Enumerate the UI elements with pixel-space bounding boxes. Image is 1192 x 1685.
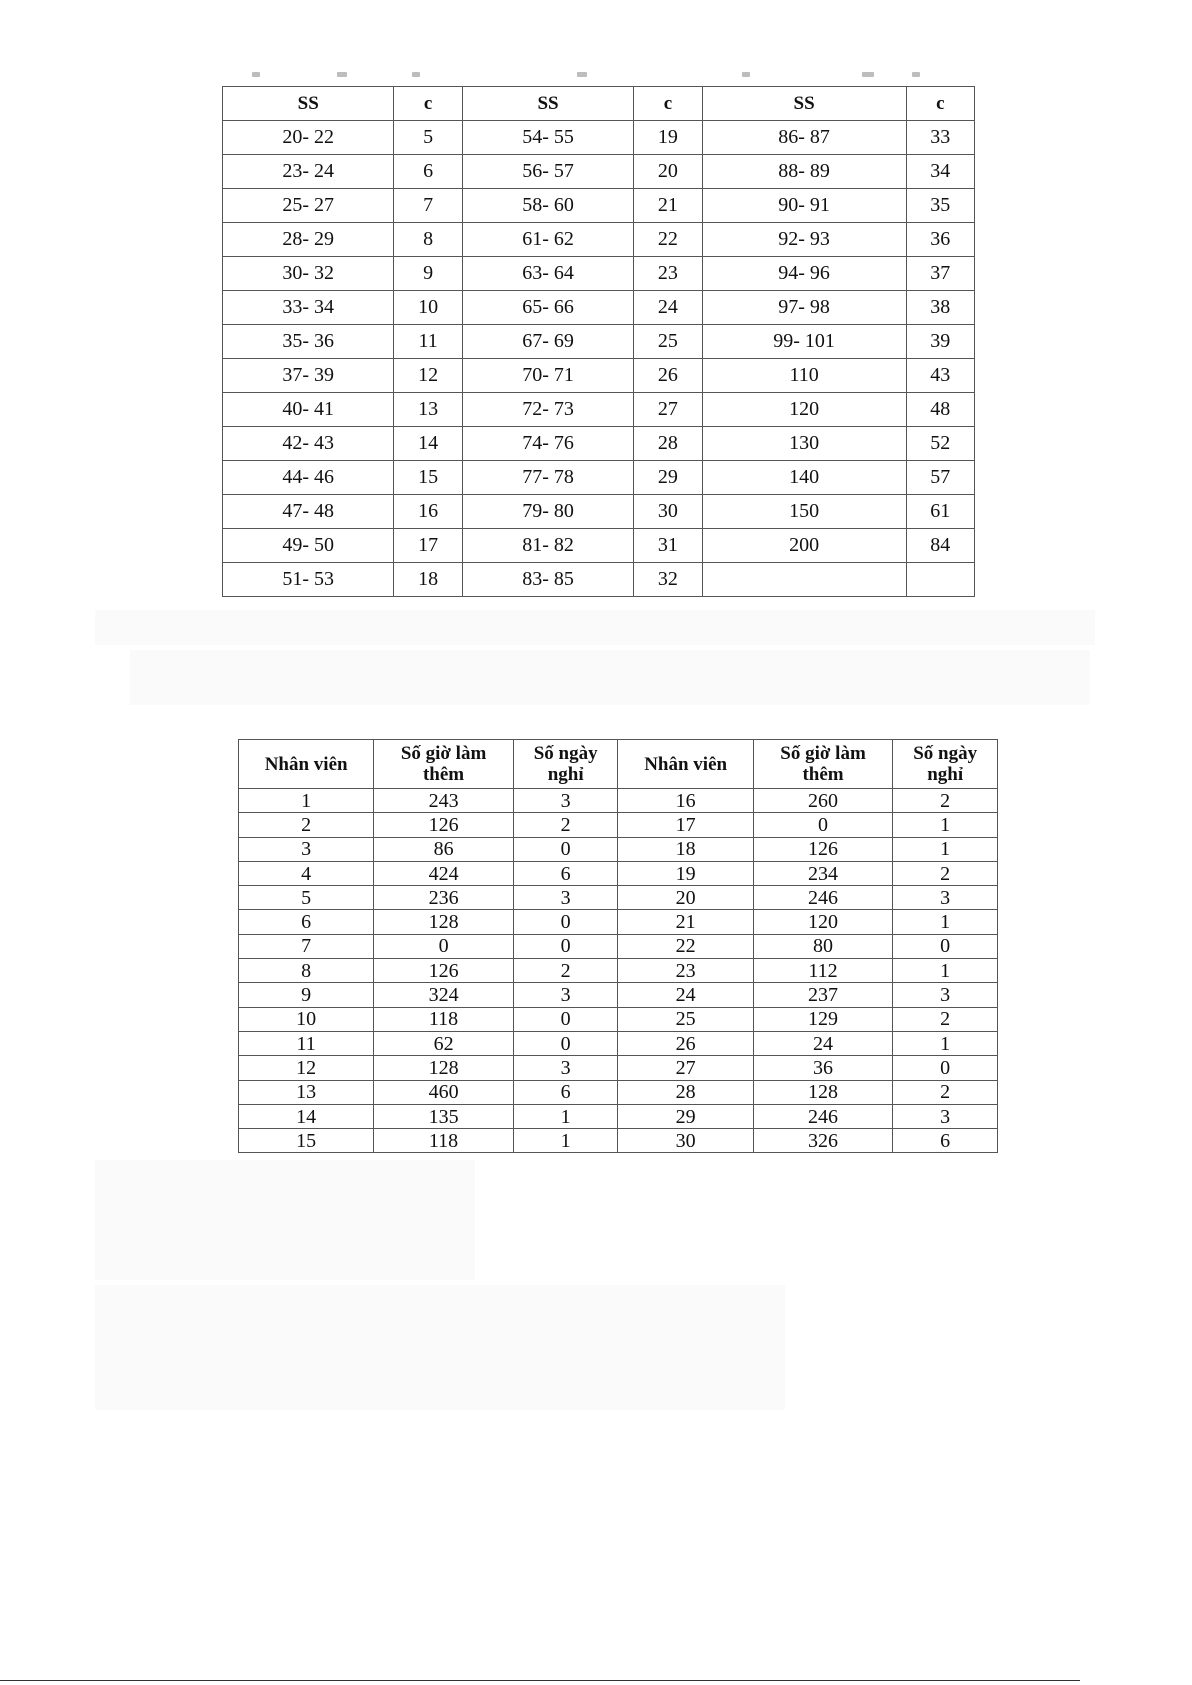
table-row <box>223 427 975 461</box>
table-cell: 129 <box>753 1007 893 1031</box>
table-cell: 3 <box>893 983 998 1007</box>
table-cell: 42- 43 <box>223 427 394 461</box>
table-cell: 18 <box>618 837 753 861</box>
table-cell: 10 <box>239 1007 374 1031</box>
column-header: SS <box>702 87 906 121</box>
table-cell: 79- 80 <box>462 495 633 529</box>
table-cell: 6 <box>513 1080 618 1104</box>
table-cell: 118 <box>374 1129 514 1153</box>
table-cell: 26 <box>634 359 702 393</box>
table-cell: 130 <box>702 427 906 461</box>
table-cell: 3 <box>893 1104 998 1128</box>
table-cell: 31 <box>634 529 702 563</box>
table-cell <box>702 563 906 597</box>
table-cell: 120 <box>702 393 906 427</box>
table-cell: 61 <box>906 495 974 529</box>
table-cell: 1 <box>893 837 998 861</box>
table-cell: 2 <box>893 1080 998 1104</box>
table-cell: 18 <box>394 563 462 597</box>
table-cell: 81- 82 <box>462 529 633 563</box>
column-header-line: thêm <box>422 764 465 785</box>
table-cell: 56- 57 <box>462 155 633 189</box>
table-cell: 14 <box>394 427 462 461</box>
table-cell: 12 <box>394 359 462 393</box>
table-cell: 20- 22 <box>223 121 394 155</box>
table-cell: 84 <box>906 529 974 563</box>
table-cell: 128 <box>374 1056 514 1080</box>
table-cell: 3 <box>513 789 618 813</box>
table-cell: 424 <box>374 861 514 885</box>
table-cell: 67- 69 <box>462 325 633 359</box>
table-row <box>239 959 998 983</box>
table-cell: 19 <box>634 121 702 155</box>
table-cell: 6 <box>893 1129 998 1153</box>
column-header <box>513 740 618 789</box>
table-cell: 40- 41 <box>223 393 394 427</box>
table-cell: 460 <box>374 1080 514 1104</box>
table-cell: 21 <box>618 910 753 934</box>
table-cell: 21 <box>634 189 702 223</box>
table-row <box>239 861 998 885</box>
table-cell: 47- 48 <box>223 495 394 529</box>
table-cell: 135 <box>374 1104 514 1128</box>
table-cell: 3 <box>513 1056 618 1080</box>
table-cell: 16 <box>394 495 462 529</box>
table-cell: 4 <box>239 861 374 885</box>
table-cell: 86- 87 <box>702 121 906 155</box>
table-cell: 234 <box>753 861 893 885</box>
table-cell: 3 <box>513 886 618 910</box>
table-cell: 23 <box>634 257 702 291</box>
table-cell: 6 <box>394 155 462 189</box>
table-cell: 99- 101 <box>702 325 906 359</box>
table-cell: 246 <box>753 1104 893 1128</box>
table-cell: 237 <box>753 983 893 1007</box>
table-cell: 12 <box>239 1056 374 1080</box>
table-cell: 28 <box>618 1080 753 1104</box>
table-row <box>239 1104 998 1128</box>
table-cell: 17 <box>618 813 753 837</box>
table-cell: 9 <box>394 257 462 291</box>
table-row <box>223 359 975 393</box>
table-cell: 2 <box>893 789 998 813</box>
table-cell: 30- 32 <box>223 257 394 291</box>
table-cell: 25 <box>634 325 702 359</box>
table-cell: 1 <box>893 959 998 983</box>
column-header-line: Nhân viên <box>644 753 728 775</box>
table-cell: 1 <box>893 1031 998 1055</box>
faded-text-block <box>130 650 1090 705</box>
table-row <box>239 837 998 861</box>
table-row <box>223 189 975 223</box>
table-cell: 30 <box>618 1129 753 1153</box>
table-cell: 22 <box>634 223 702 257</box>
faded-text-block <box>95 610 1095 645</box>
column-header-line: Số giờ làm <box>400 743 487 764</box>
table-cell: 70- 71 <box>462 359 633 393</box>
table-cell: 1 <box>513 1129 618 1153</box>
table-cell: 39 <box>906 325 974 359</box>
table-cell: 0 <box>893 934 998 958</box>
table-cell: 57 <box>906 461 974 495</box>
table-cell: 128 <box>753 1080 893 1104</box>
table-cell: 3 <box>893 886 998 910</box>
table-cell: 54- 55 <box>462 121 633 155</box>
table-cell: 34 <box>906 155 974 189</box>
table-cell: 33- 34 <box>223 291 394 325</box>
table-cell: 8 <box>394 223 462 257</box>
table-cell: 83- 85 <box>462 563 633 597</box>
table-cell: 9 <box>239 983 374 1007</box>
table-cell: 52 <box>906 427 974 461</box>
table-cell: 20 <box>634 155 702 189</box>
table-cell: 8 <box>239 959 374 983</box>
column-header <box>374 740 514 789</box>
table-row <box>223 223 975 257</box>
table-cell: 94- 96 <box>702 257 906 291</box>
table-cell: 110 <box>702 359 906 393</box>
table-cell: 3 <box>239 837 374 861</box>
table-cell: 126 <box>374 959 514 983</box>
column-header: SS <box>462 87 633 121</box>
table-cell: 2 <box>893 861 998 885</box>
table-row <box>223 393 975 427</box>
table-row <box>223 325 975 359</box>
overtime-table <box>238 739 998 1153</box>
faded-text-block <box>95 1160 475 1280</box>
table-cell: 72- 73 <box>462 393 633 427</box>
table-row <box>239 1031 998 1055</box>
table-cell <box>906 563 974 597</box>
table-cell: 7 <box>394 189 462 223</box>
table-cell: 11 <box>394 325 462 359</box>
table-cell: 6 <box>239 910 374 934</box>
table-row <box>223 257 975 291</box>
table-cell: 0 <box>513 934 618 958</box>
table-cell: 35- 36 <box>223 325 394 359</box>
column-header-line: nghỉ <box>927 764 964 785</box>
table-cell: 0 <box>513 1031 618 1055</box>
table-cell: 128 <box>374 910 514 934</box>
table-cell: 97- 98 <box>702 291 906 325</box>
table-row <box>239 789 998 813</box>
table-row <box>223 495 975 529</box>
table-cell: 58- 60 <box>462 189 633 223</box>
table-row <box>239 1056 998 1080</box>
table-cell: 33 <box>906 121 974 155</box>
table-row <box>239 910 998 934</box>
table-cell: 86 <box>374 837 514 861</box>
table-row <box>223 461 975 495</box>
table-cell: 26 <box>618 1031 753 1055</box>
table-cell: 0 <box>374 934 514 958</box>
table-cell: 23- 24 <box>223 155 394 189</box>
column-header-line: Nhân viên <box>264 753 348 775</box>
table-cell: 25- 27 <box>223 189 394 223</box>
page-footer-rule <box>0 1680 1080 1681</box>
table-cell: 0 <box>893 1056 998 1080</box>
table-row <box>239 886 998 910</box>
table-cell: 36 <box>906 223 974 257</box>
table-cell: 243 <box>374 789 514 813</box>
table-row <box>223 291 975 325</box>
table-cell: 24 <box>753 1031 893 1055</box>
table-cell: 14 <box>239 1104 374 1128</box>
column-header <box>893 740 998 789</box>
table-cell: 2 <box>239 813 374 837</box>
table-cell: 140 <box>702 461 906 495</box>
table-cell: 0 <box>753 813 893 837</box>
table-cell: 17 <box>394 529 462 563</box>
table-cell: 6 <box>513 861 618 885</box>
table-cell: 37- 39 <box>223 359 394 393</box>
table-cell: 29 <box>634 461 702 495</box>
table-cell: 25 <box>618 1007 753 1031</box>
table-header-row <box>223 87 975 121</box>
table-cell: 150 <box>702 495 906 529</box>
table-cell: 92- 93 <box>702 223 906 257</box>
table-cell: 200 <box>702 529 906 563</box>
table-cell: 11 <box>239 1031 374 1055</box>
table-cell: 118 <box>374 1007 514 1031</box>
table-row <box>223 121 975 155</box>
table-cell: 10 <box>394 291 462 325</box>
column-header: c <box>394 87 462 121</box>
table-cell: 29 <box>618 1104 753 1128</box>
table-row <box>239 983 998 1007</box>
table-cell: 126 <box>374 813 514 837</box>
table-cell: 28 <box>634 427 702 461</box>
table-cell: 51- 53 <box>223 563 394 597</box>
table-cell: 48 <box>906 393 974 427</box>
table-row <box>239 813 998 837</box>
cropped-text-line <box>222 62 978 84</box>
table-cell: 1 <box>239 789 374 813</box>
table-cell: 0 <box>513 1007 618 1031</box>
table-cell: 80 <box>753 934 893 958</box>
column-header: c <box>906 87 974 121</box>
table-cell: 2 <box>893 1007 998 1031</box>
table-cell: 43 <box>906 359 974 393</box>
table-cell: 61- 62 <box>462 223 633 257</box>
table-header-row <box>239 740 998 789</box>
table-cell: 5 <box>239 886 374 910</box>
table-cell: 326 <box>753 1129 893 1153</box>
table-row <box>223 155 975 189</box>
table-cell: 28- 29 <box>223 223 394 257</box>
table-cell: 16 <box>618 789 753 813</box>
table-cell: 2 <box>513 813 618 837</box>
table-cell: 126 <box>753 837 893 861</box>
table-cell: 63- 64 <box>462 257 633 291</box>
table-cell: 24 <box>618 983 753 1007</box>
table-cell: 37 <box>906 257 974 291</box>
column-header-line: Số ngày <box>913 743 978 764</box>
table-cell: 62 <box>374 1031 514 1055</box>
ss-c-table <box>222 86 975 597</box>
table-cell: 120 <box>753 910 893 934</box>
table-cell: 2 <box>513 959 618 983</box>
table-row <box>239 934 998 958</box>
table-cell: 88- 89 <box>702 155 906 189</box>
table-cell: 44- 46 <box>223 461 394 495</box>
table-cell: 27 <box>618 1056 753 1080</box>
column-header-line: thêm <box>802 764 844 785</box>
table-cell: 13 <box>394 393 462 427</box>
table-row <box>239 1080 998 1104</box>
table-row <box>239 1129 998 1153</box>
table-cell: 22 <box>618 934 753 958</box>
column-header: c <box>634 87 702 121</box>
table-cell: 0 <box>513 910 618 934</box>
table-cell: 77- 78 <box>462 461 633 495</box>
table-cell: 20 <box>618 886 753 910</box>
table-cell: 74- 76 <box>462 427 633 461</box>
table-row <box>223 529 975 563</box>
table-cell: 32 <box>634 563 702 597</box>
table-cell: 35 <box>906 189 974 223</box>
table-cell: 324 <box>374 983 514 1007</box>
table-cell: 30 <box>634 495 702 529</box>
table-cell: 112 <box>753 959 893 983</box>
table-cell: 236 <box>374 886 514 910</box>
table-cell: 38 <box>906 291 974 325</box>
table-cell: 246 <box>753 886 893 910</box>
table-cell: 1 <box>513 1104 618 1128</box>
table-row <box>239 1007 998 1031</box>
table-cell: 260 <box>753 789 893 813</box>
column-header-line: Số giờ làm <box>780 743 866 764</box>
faded-text-block <box>95 1285 785 1410</box>
table-cell: 27 <box>634 393 702 427</box>
table-cell: 3 <box>513 983 618 1007</box>
table-cell: 19 <box>618 861 753 885</box>
column-header <box>239 740 374 789</box>
column-header <box>753 740 893 789</box>
table-cell: 36 <box>753 1056 893 1080</box>
table-cell: 5 <box>394 121 462 155</box>
table-cell: 15 <box>239 1129 374 1153</box>
table-cell: 7 <box>239 934 374 958</box>
table-cell: 15 <box>394 461 462 495</box>
table-cell: 24 <box>634 291 702 325</box>
column-header-line: nghỉ <box>547 764 584 785</box>
table-cell: 1 <box>893 813 998 837</box>
table-cell: 65- 66 <box>462 291 633 325</box>
table-cell: 1 <box>893 910 998 934</box>
table-cell: 23 <box>618 959 753 983</box>
table-cell: 13 <box>239 1080 374 1104</box>
table-cell: 49- 50 <box>223 529 394 563</box>
column-header: SS <box>223 87 394 121</box>
table-cell: 0 <box>513 837 618 861</box>
table-row <box>223 563 975 597</box>
column-header <box>618 740 753 789</box>
column-header-line: Số ngày <box>533 743 598 764</box>
table-cell: 90- 91 <box>702 189 906 223</box>
